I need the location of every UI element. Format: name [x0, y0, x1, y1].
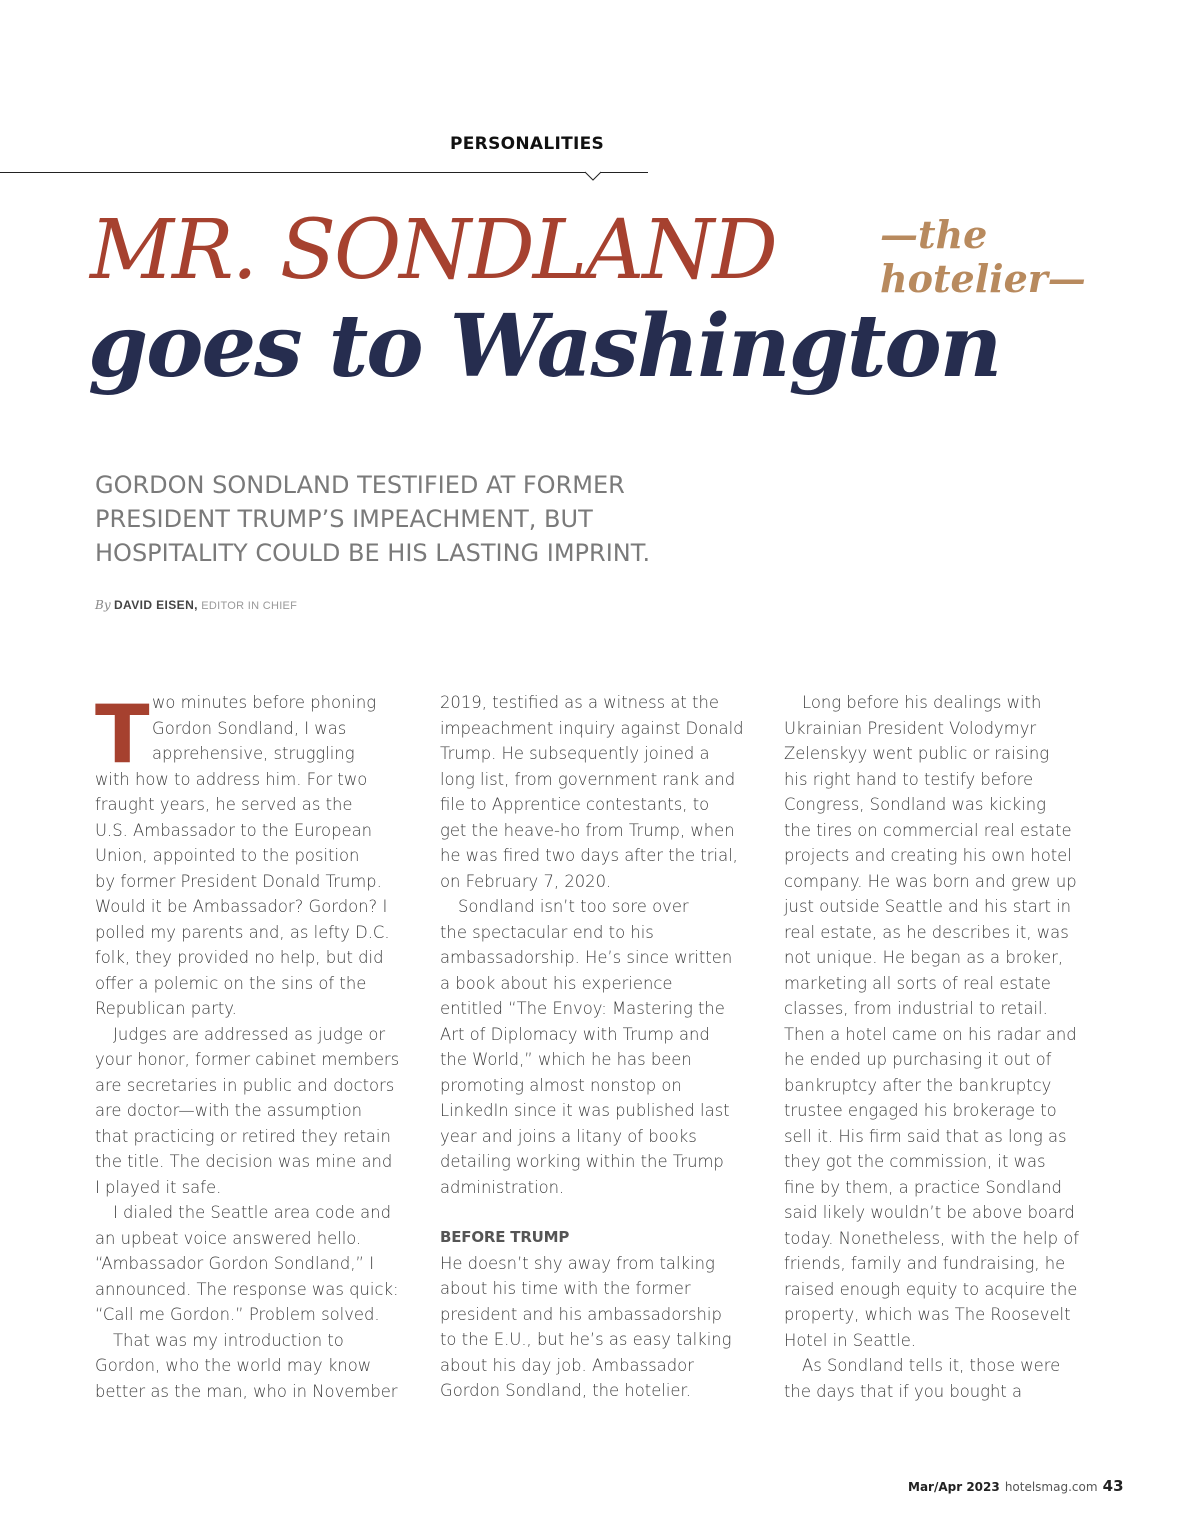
body-line: the tires on commercial real estate [784, 820, 1072, 840]
body-line: detailing working within the Trump [440, 1152, 724, 1171]
body-line: real estate, as he describes it, was [784, 922, 1069, 942]
body-line: year and joins a litany of books [440, 1126, 697, 1146]
body-line: Ukrainian President Volodymyr [784, 718, 1037, 738]
footer-date: Mar/Apr 2023 [908, 1480, 1000, 1494]
body-line: Art of Diplomacy with Trump and [440, 1024, 710, 1044]
body-line: by former President Donald Trump. [95, 871, 382, 891]
body-line: marketing all sorts of real estate [784, 973, 1051, 993]
body-line: the World,” which he has been [440, 1050, 692, 1069]
body-column-2-bottom [440, 1251, 770, 1404]
body-line: are doctor—with the assumption [95, 1101, 363, 1120]
body-line: fine by them, a practice Sondland [784, 1177, 1062, 1197]
body-line: I played it safe. [95, 1177, 222, 1197]
drop-cap: T [95, 688, 150, 781]
body-line: are secretaries in public and doctors [95, 1075, 395, 1095]
body-line: friends, family and fundraising, he [784, 1254, 1066, 1273]
body-line: I dialed the Seattle area code and [113, 1203, 391, 1222]
subhead-before-trump: BEFORE TRUMP [440, 1228, 570, 1246]
body-line: bankruptcy after the bankruptcy [784, 1075, 1052, 1095]
body-line: Republican party. [95, 999, 237, 1018]
body-line: trustee engaged his brokerage to [784, 1101, 1057, 1120]
body-line: classes, from industrial to retail. [784, 999, 1048, 1018]
body-line: Congress, Sondland was kicking [784, 795, 1047, 814]
body-line: U.S. Ambassador to the European [95, 820, 373, 840]
body-line: Gordon Sondland, the hotelier. [440, 1381, 691, 1400]
body-line: Zelenskyy went public or raising [784, 744, 1050, 763]
body-line: Hotel in Seattle. [784, 1330, 917, 1350]
headline-aside-line1: —the [880, 212, 988, 257]
article-dek: GORDON SONDLAND TESTIFIED AT FORMER PRESIDENT TRUMP’S IMPEACHMENT, BUT HOSPITALITY COULD BE HIS LASTING IMPRINT. [95, 471, 651, 567]
body-line: impeachment inquiry against Donald [440, 718, 744, 738]
headline-aside-line2: hotelier— [880, 256, 1086, 301]
body-line: his right hand to testify before [784, 769, 1034, 789]
headline-line2: goes to Washington [88, 296, 1001, 397]
body-column-1 [95, 690, 425, 1404]
body-line: “Ambassador Gordon Sondland,” I [95, 1254, 375, 1273]
body-line: company. He was born and grew up [784, 871, 1077, 891]
headline-aside [880, 213, 1086, 301]
body-line: he was fired two days after the trial, [440, 846, 738, 865]
body-line: Long before his dealings with [802, 693, 1042, 712]
body-column-2-top [440, 690, 770, 1200]
body-line: Gordon, who the world may know [95, 1356, 372, 1375]
body-line: administration. [440, 1177, 565, 1197]
body-line: just outside Seattle and his start in [784, 897, 1072, 916]
body-line: That was my introduction to [113, 1330, 344, 1350]
body-line: sell it. His firm said that as long as [784, 1126, 1067, 1146]
body-line: Gordon Sondland, I was [152, 718, 347, 738]
page-number: 43 [1102, 1477, 1124, 1495]
body-line: Sondland isn’t too sore over [458, 897, 689, 916]
body-line: “Call me Gordon.” Problem solved. [95, 1305, 380, 1324]
body-line: file to Apprentice contestants, to [440, 795, 710, 814]
body-line: the days that if you bought a [784, 1381, 1023, 1401]
body-line: the title. The decision was mine and [95, 1152, 393, 1171]
body-line: president and his ambassadorship [440, 1304, 722, 1324]
body-line: projects and creating his own hotel [784, 846, 1072, 865]
body-line: Trump. He subsequently joined a [440, 744, 710, 763]
body-line: As Sondland tells it, those were [802, 1356, 1061, 1375]
footer-site: hotelsmag.com [1004, 1480, 1098, 1494]
body-line: apprehensive, struggling [152, 744, 355, 763]
body-line: the spectacular end to his [440, 922, 654, 942]
body-line: Judges are addressed as judge or [113, 1024, 386, 1044]
body-line: Union, appointed to the position [95, 846, 360, 865]
body-line: he ended up purchasing it out of [784, 1050, 1052, 1069]
body-line: announced. The response was quick: [95, 1279, 399, 1299]
body-line: that practicing or retired they retain [95, 1126, 391, 1146]
body-line: wo minutes before phoning [152, 693, 377, 712]
byline [95, 598, 297, 612]
byline-role: EDITOR IN CHIEF [201, 600, 298, 612]
body-line: not unique. He began as a broker, [784, 948, 1064, 967]
page-footer [908, 1476, 1124, 1495]
body-line: polled my parents and, as lefty D.C. [95, 922, 390, 942]
body-line: entitled “The Envoy: Mastering the [440, 999, 725, 1018]
body-line: long list, from government rank and [440, 769, 736, 789]
body-line: said likely wouldn’t be above board [784, 1203, 1075, 1222]
body-line: they got the commission, it was [784, 1152, 1046, 1171]
body-line: today. Nonetheless, with the help of [784, 1228, 1080, 1248]
body-line: Then a hotel came on his radar and [784, 1024, 1077, 1044]
body-line: on February 7, 2020. [440, 871, 612, 891]
header-rule [0, 172, 648, 173]
body-line: 2019, testified as a witness at the [440, 693, 719, 712]
body-line: LinkedIn since it was published last [440, 1101, 730, 1120]
body-line: He doesn’t shy away from talking [440, 1253, 715, 1273]
body-line: fraught years, he served as the [95, 795, 353, 814]
body-line: raised enough equity to acquire the [784, 1279, 1078, 1299]
body-line: folk, they provided no help, but did [95, 948, 384, 967]
body-line: ambassadorship. He’s since written [440, 948, 733, 967]
body-line: with how to address him. For two [95, 769, 368, 789]
byline-by: By [95, 598, 111, 612]
body-line: better as the man, who in November [95, 1381, 398, 1401]
section-label: PERSONALITIES [450, 134, 605, 154]
body-line: Would it be Ambassador? Gordon? I [95, 897, 388, 916]
body-line: an upbeat voice answered hello. [95, 1228, 362, 1248]
headline-line1: MR. SONDLAND [90, 203, 776, 298]
body-line: a book about his experience [440, 973, 673, 993]
body-line: property, which was The Roosevelt [784, 1305, 1071, 1324]
body-line: your honor, former cabinet members [95, 1050, 400, 1069]
body-line: to the E.U., but he’s as easy talking [440, 1330, 732, 1349]
body-line: about his time with the former [440, 1279, 691, 1298]
body-line: get the heave-ho from Trump, when [440, 820, 735, 840]
body-line: about his day job. Ambassador [440, 1355, 694, 1375]
body-line: offer a polemic on the sins of the [95, 973, 367, 993]
body-column-2 [440, 690, 770, 1404]
body-line: promoting almost nonstop on [440, 1075, 682, 1095]
body-column-3 [784, 690, 1104, 1404]
rule-notch [585, 170, 601, 182]
byline-author: DAVID EISEN, [113, 598, 198, 612]
